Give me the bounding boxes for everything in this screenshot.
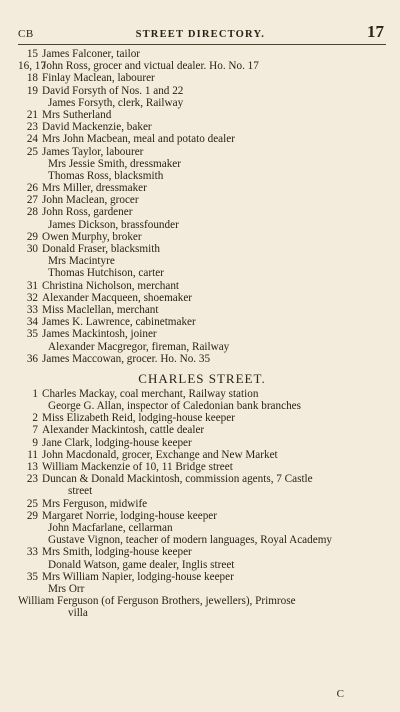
directory-entries (18, 48, 386, 619)
entry-text: Gustave Vignon, teacher of modern languages, Royal Academy (48, 534, 333, 547)
entry-text: James Mackintosh, joiner (42, 328, 157, 341)
entry-text: James K. Lawrence, cabinetmaker (42, 316, 196, 329)
entry-text: John Ross, gardener (42, 206, 133, 219)
entry-text: Charles Mackay, coal merchant, Railway station (42, 387, 259, 400)
entry-text: Alexander Mackintosh, cattle dealer (42, 424, 205, 437)
signature-mark: C (336, 688, 344, 700)
house-number: 31 (26, 279, 38, 292)
directory-entry (18, 461, 386, 473)
directory-entry (18, 473, 386, 485)
directory-entry (18, 498, 386, 510)
entry-text: street (68, 485, 93, 498)
entry-text: Mrs Jessie Smith, dressmaker (48, 157, 181, 170)
house-number: 28 (26, 206, 38, 219)
house-number: 32 (26, 291, 38, 304)
directory-entry (18, 607, 386, 619)
entry-text: Mrs Smith, lodging-house keeper (42, 546, 192, 559)
entry-text: villa (68, 607, 88, 620)
house-number: 15 (26, 48, 38, 60)
directory-entry (18, 546, 386, 558)
running-title: STREET DIRECTORY. (135, 29, 266, 40)
house-number: 29 (26, 230, 38, 243)
entry-text: Alexander Macgregor, fireman, Railway (48, 340, 230, 353)
entry-text: Owen Murphy, broker (42, 230, 142, 243)
house-number: 33 (26, 546, 38, 559)
directory-entry (18, 522, 386, 534)
house-number: 33 (26, 303, 38, 316)
house-number: 34 (26, 316, 38, 329)
entry-text: Thomas Hutchison, carter (48, 267, 164, 280)
directory-entry (18, 559, 386, 571)
entry-text: David Forsyth of Nos. 1 and 22 (42, 84, 184, 97)
house-number: 13 (26, 461, 38, 473)
directory-entry (18, 255, 386, 267)
entry-text: William Mackenzie of 10, 11 Bridge street (42, 461, 233, 473)
entry-text: James Falconer, tailor (42, 48, 141, 60)
directory-entry (18, 243, 386, 255)
directory-entry (18, 485, 386, 497)
directory-entry (18, 534, 386, 546)
directory-entry (18, 60, 386, 72)
directory-entry (18, 194, 386, 206)
directory-entry (18, 231, 386, 243)
house-number: 25 (26, 497, 38, 510)
directory-entry (18, 304, 386, 316)
directory-entry (18, 353, 386, 365)
house-number: 16, 17 (18, 60, 46, 73)
entry-text: Mrs Orr (48, 582, 85, 595)
directory-entry (18, 206, 386, 218)
header-rule (18, 44, 386, 45)
entry-text: Mrs Macintyre (48, 255, 115, 268)
directory-entry (18, 48, 386, 60)
directory-entry (18, 97, 386, 109)
house-number: 19 (26, 84, 38, 97)
entry-text: Finlay Maclean, labourer (42, 72, 155, 85)
directory-entry (18, 449, 386, 461)
directory-entry (18, 267, 386, 279)
house-number: 11 (27, 448, 38, 461)
directory-entry (18, 437, 386, 449)
entry-text: Donald Fraser, blacksmith (42, 243, 160, 255)
house-number: 24 (26, 133, 38, 146)
house-number: 35 (26, 570, 38, 583)
entry-text: Margaret Norrie, lodging-house keeper (42, 509, 218, 522)
entry-text: John Macfarlane, cellarman (48, 521, 173, 534)
house-number: 21 (26, 108, 38, 121)
directory-entry (18, 85, 386, 97)
house-number: 29 (26, 509, 38, 522)
section-heading: CHARLES STREET. (138, 370, 266, 386)
entry-text: Mrs Ferguson, midwife (42, 497, 148, 510)
directory-entry (18, 158, 386, 170)
directory-entry (18, 583, 386, 595)
directory-entry (18, 316, 386, 328)
house-number: 25 (26, 145, 38, 158)
house-number: 35 (26, 328, 38, 341)
section-1-list (18, 48, 386, 365)
directory-entry (18, 595, 386, 607)
entry-text: James Taylor, labourer (42, 145, 144, 158)
directory-entry (18, 328, 386, 340)
page-number: 17 (367, 22, 384, 41)
directory-entry (18, 424, 386, 436)
entry-text: Miss Maclellan, merchant (42, 303, 159, 316)
entry-text: George G. Allan, inspector of Caledonian bank branches (48, 400, 301, 413)
entry-text: John Macdonald, grocer, Exchange and New Market (42, 448, 278, 461)
directory-entry (18, 219, 386, 231)
entry-text: Mrs Sutherland (42, 108, 112, 121)
directory-entry (18, 341, 386, 353)
house-number: 23 (26, 121, 38, 134)
directory-entry (18, 121, 386, 133)
entry-text: John Maclean, grocer (42, 194, 139, 207)
house-number: 18 (26, 72, 38, 85)
page-header (18, 22, 384, 40)
entry-text: Jane Clark, lodging-house keeper (42, 436, 192, 449)
section-2-list (18, 388, 386, 620)
directory-entry (18, 182, 386, 194)
entry-text: Thomas Ross, blacksmith (48, 169, 164, 182)
house-number: 27 (26, 194, 38, 207)
signature-letters: CB (18, 28, 34, 40)
directory-entry (18, 412, 386, 424)
house-number: 9 (32, 436, 38, 449)
directory-entry (18, 133, 386, 145)
entry-text: John Ross, grocer and victual dealer. Ho. No. 17 (42, 60, 259, 73)
entry-text: William Ferguson (of Ferguson Brothers, jewellers), Primrose (18, 595, 296, 608)
house-number: 2 (32, 412, 38, 425)
entry-text: Duncan & Donald Mackintosh, commission agents, 7 Castle (42, 473, 313, 486)
entry-text: Mrs William Napier, lodging-house keeper (42, 570, 234, 583)
entry-text: Mrs John Macbean, meal and potato dealer (42, 133, 235, 146)
directory-entry (18, 292, 386, 304)
entry-text: Alexander Macqueen, shoemaker (42, 291, 193, 304)
house-number: 36 (26, 352, 38, 365)
directory-entry (18, 146, 386, 158)
directory-entry (18, 388, 386, 400)
house-number: 1 (32, 387, 38, 400)
house-number: 7 (32, 424, 38, 437)
directory-entry (18, 170, 386, 182)
directory-entry (18, 109, 386, 121)
directory-entry (18, 400, 386, 412)
entry-text: Donald Watson, game dealer, Inglis street (48, 558, 235, 571)
directory-entry (18, 72, 386, 84)
entry-text: Miss Elizabeth Reid, lodging-house keeper (42, 412, 235, 425)
entry-text: David Mackenzie, baker (42, 121, 152, 134)
directory-entry (18, 280, 386, 292)
directory-entry (18, 571, 386, 583)
house-number: 23 (26, 473, 38, 486)
house-number: 26 (26, 182, 38, 195)
entry-text: Mrs Miller, dressmaker (42, 182, 147, 195)
house-number: 30 (26, 243, 38, 255)
entry-text: James Forsyth, clerk, Railway (48, 96, 184, 109)
entry-text: James Dickson, brassfounder (48, 218, 179, 231)
entry-text: James Maccowan, grocer. Ho. No. 35 (42, 352, 211, 365)
directory-entry (18, 510, 386, 522)
entry-text: Christina Nicholson, merchant (42, 279, 180, 292)
